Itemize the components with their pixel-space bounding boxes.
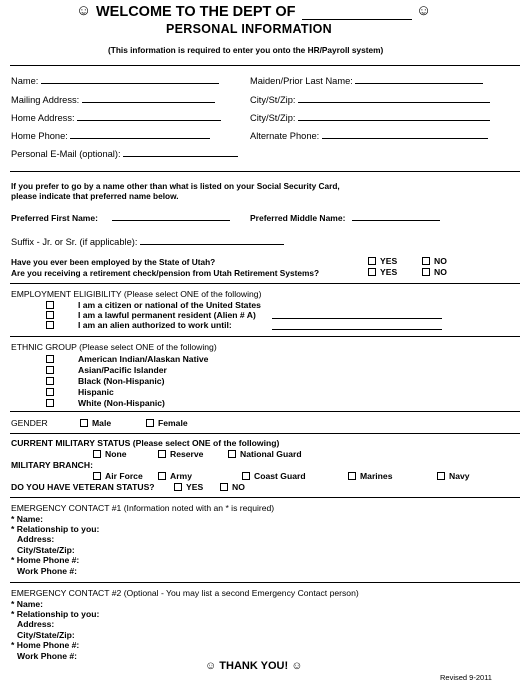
ethnic-option-label: American Indian/Alaskan Native: [78, 354, 209, 364]
revised-date: Revised 9-2011: [440, 673, 492, 682]
ethnic-option[interactable]: [46, 376, 164, 386]
suffix-field[interactable]: [11, 235, 284, 247]
header-smiley-right: ☺: [416, 2, 432, 19]
no-label: NO: [434, 256, 447, 266]
checkbox[interactable]: [46, 388, 54, 396]
checkbox[interactable]: [146, 419, 154, 427]
ethnic-option-label: Hispanic: [78, 387, 114, 397]
contact1-work-phone-label: Work Phone #:: [17, 566, 78, 576]
employed-no-option[interactable]: [422, 256, 447, 266]
checkbox[interactable]: [46, 355, 54, 363]
divider: [10, 411, 520, 412]
gender-female-option[interactable]: [146, 418, 188, 428]
checkbox[interactable]: [242, 472, 250, 480]
checkbox[interactable]: [158, 450, 166, 458]
eligibility-alien-label: I am an alien authorized to work until:: [78, 320, 232, 330]
question-retirement: Are you receiving a retirement check/pension from Utah Retirement Systems?: [11, 268, 320, 278]
employed-yes-checkbox[interactable]: [368, 257, 376, 265]
retirement-no-checkbox[interactable]: [422, 268, 430, 276]
divider: [10, 65, 520, 66]
eligibility-heading: EMPLOYMENT ELIGIBILITY (Please select ONE of the following): [11, 289, 262, 299]
employed-yes-option[interactable]: [368, 256, 397, 266]
branch-option[interactable]: [158, 471, 192, 481]
veteran-no-option[interactable]: [220, 482, 245, 492]
email-label: Personal E-Mail (optional):: [11, 149, 121, 159]
ethnic-option[interactable]: [46, 398, 165, 408]
home-phone-field[interactable]: [11, 129, 210, 141]
no-label: NO: [434, 267, 447, 277]
mailing-address-field[interactable]: [11, 93, 215, 105]
home-city-label: City/St/Zip:: [250, 113, 296, 123]
mailing-city-line[interactable]: [298, 93, 490, 103]
divider: [10, 171, 520, 172]
dept-name-field[interactable]: [302, 5, 412, 20]
thank-you: ☺ THANK YOU! ☺: [205, 660, 303, 672]
branch-option[interactable]: [93, 471, 143, 481]
email-field[interactable]: [11, 147, 238, 159]
alt-phone-label: Alternate Phone:: [250, 131, 320, 141]
checkbox[interactable]: [158, 472, 166, 480]
contact2-heading: EMERGENCY CONTACT #2 (Optional - You may list a second Emergency Contact person): [11, 588, 359, 598]
checkbox[interactable]: [80, 419, 88, 427]
home-city-field[interactable]: [250, 111, 490, 123]
alt-phone-field[interactable]: [250, 129, 488, 141]
maiden-label: Maiden/Prior Last Name:: [250, 76, 353, 86]
checkbox[interactable]: [348, 472, 356, 480]
veteran-no-label: NO: [232, 482, 245, 492]
alt-phone-line[interactable]: [322, 129, 488, 139]
suffix-line[interactable]: [140, 235, 284, 245]
employed-no-checkbox[interactable]: [422, 257, 430, 265]
home-phone-line[interactable]: [70, 129, 210, 139]
home-phone-label: Home Phone:: [11, 131, 68, 141]
eligibility-citizen-option[interactable]: [46, 300, 261, 310]
branch-option[interactable]: [348, 471, 392, 481]
work-until-line[interactable]: [272, 320, 442, 330]
contact1-relationship-label: * Relationship to you:: [11, 524, 100, 534]
ethnic-option-label: Black (Non-Hispanic): [78, 376, 165, 386]
eligibility-citizen-label: I am a citizen or national of the United States: [78, 300, 261, 310]
page-subtitle: PERSONAL INFORMATION: [166, 22, 332, 36]
veteran-yes-label: YES: [186, 482, 204, 492]
divider: [10, 433, 520, 434]
preferred-first-label: Preferred First Name:: [11, 213, 98, 223]
preferred-first-field[interactable]: [11, 211, 230, 223]
branch-label: Coast Guard: [254, 471, 306, 481]
checkbox[interactable]: [228, 450, 236, 458]
retirement-yes-checkbox[interactable]: [368, 268, 376, 276]
military-status-label: National Guard: [240, 449, 302, 459]
veteran-question: DO YOU HAVE VETERAN STATUS?: [11, 482, 155, 492]
military-status-option[interactable]: [228, 449, 302, 459]
divider: [10, 497, 520, 498]
checkbox[interactable]: [46, 321, 54, 329]
required-note: (This information is required to enter you onto the HR/Payroll system): [108, 45, 384, 55]
checkbox[interactable]: [93, 472, 101, 480]
home-address-field[interactable]: [11, 111, 221, 123]
checkbox[interactable]: [46, 301, 54, 309]
eligibility-resident-label: I am a lawful permanent resident (Alien # A): [78, 310, 256, 320]
military-branch-label: MILITARY BRANCH:: [11, 460, 93, 470]
military-status-label: None: [105, 449, 127, 459]
mailing-city-field[interactable]: [250, 93, 490, 105]
home-address-line[interactable]: [77, 111, 221, 121]
divider: [10, 336, 520, 337]
military-status-option[interactable]: [93, 449, 126, 459]
gender-male-label: Male: [92, 418, 112, 428]
ethnic-option[interactable]: [46, 354, 208, 364]
branch-label: Air Force: [105, 471, 143, 481]
contact2-address-label: Address:: [17, 619, 55, 629]
gender-male-option[interactable]: [80, 418, 111, 428]
contact1-address-label: Address:: [17, 534, 55, 544]
yes-label: YES: [380, 267, 398, 277]
retirement-no-option[interactable]: [422, 267, 447, 277]
mailing-address-label: Mailing Address:: [11, 95, 80, 105]
preferred-middle-field[interactable]: [250, 211, 440, 223]
military-status-heading: CURRENT MILITARY STATUS (Please select ONE of the following): [11, 438, 280, 448]
suffix-label: Suffix - Jr. or Sr. (if applicable):: [11, 237, 138, 247]
checkbox[interactable]: [46, 366, 54, 374]
alien-number-line[interactable]: [272, 309, 442, 319]
maiden-field[interactable]: [250, 74, 483, 86]
mailing-city-label: City/St/Zip:: [250, 95, 296, 105]
checkbox[interactable]: [93, 450, 101, 458]
home-address-label: Home Address:: [11, 113, 75, 123]
header-smiley-left: ☺: [76, 2, 92, 19]
gender-female-label: Female: [158, 418, 188, 428]
contact2-city-label: City/State/Zip:: [17, 630, 75, 640]
branch-option[interactable]: [437, 471, 470, 481]
checkbox[interactable]: [46, 377, 54, 385]
branch-label: Navy: [449, 471, 470, 481]
preferred-first-line[interactable]: [112, 211, 230, 221]
page-title: WELCOME TO THE DEPT OF: [96, 4, 296, 20]
eligibility-resident-option[interactable]: [46, 310, 256, 320]
military-status-option[interactable]: [158, 449, 203, 459]
preferred-instructions-2: please indicate that preferred name below.: [11, 191, 179, 201]
gender-label: GENDER: [11, 418, 48, 428]
contact1-name-label: * Name:: [11, 514, 43, 524]
checkbox[interactable]: [220, 483, 228, 491]
contact2-work-phone-label: Work Phone #:: [17, 651, 78, 661]
eligibility-alien-option[interactable]: [46, 320, 232, 330]
contact2-home-phone-label: * Home Phone #:: [11, 640, 80, 650]
question-employed-state: Have you ever been employed by the State of Utah?: [11, 257, 216, 267]
checkbox[interactable]: [437, 472, 445, 480]
contact1-heading: EMERGENCY CONTACT #1 (Information noted with an * is required): [11, 503, 275, 513]
veteran-yes-option[interactable]: [174, 482, 203, 492]
divider: [10, 283, 520, 284]
ethnic-option-label: Asian/Pacific Islander: [78, 365, 167, 375]
branch-option[interactable]: [242, 471, 306, 481]
branch-label: Marines: [360, 471, 393, 481]
checkbox[interactable]: [174, 483, 182, 491]
yes-label: YES: [380, 256, 398, 266]
preferred-middle-line[interactable]: [352, 211, 440, 221]
checkbox[interactable]: [46, 399, 54, 407]
ethnic-option[interactable]: [46, 387, 114, 397]
name-field[interactable]: [11, 74, 219, 86]
branch-label: Army: [170, 471, 192, 481]
contact2-relationship-label: * Relationship to you:: [11, 609, 100, 619]
contact1-home-phone-label: * Home Phone #:: [11, 555, 80, 565]
contact2-name-label: * Name:: [11, 599, 43, 609]
name-label: Name:: [11, 76, 39, 86]
home-city-line[interactable]: [298, 111, 490, 121]
ethnic-option[interactable]: [46, 365, 167, 375]
ethnic-heading: ETHNIC GROUP (Please select ONE of the following): [11, 342, 217, 352]
preferred-middle-label: Preferred Middle Name:: [250, 213, 346, 223]
military-status-label: Reserve: [170, 449, 204, 459]
retirement-yes-option[interactable]: [368, 267, 397, 277]
maiden-line[interactable]: [355, 74, 483, 84]
preferred-instructions-1: If you prefer to go by a name other than what is listed on your Social Security Card,: [11, 181, 340, 191]
divider: [10, 582, 520, 583]
email-line[interactable]: [123, 147, 238, 157]
mailing-address-line[interactable]: [82, 93, 215, 103]
ethnic-option-label: White (Non-Hispanic): [78, 398, 165, 408]
contact1-city-label: City/State/Zip:: [17, 545, 75, 555]
checkbox[interactable]: [46, 311, 54, 319]
name-line[interactable]: [41, 74, 219, 84]
